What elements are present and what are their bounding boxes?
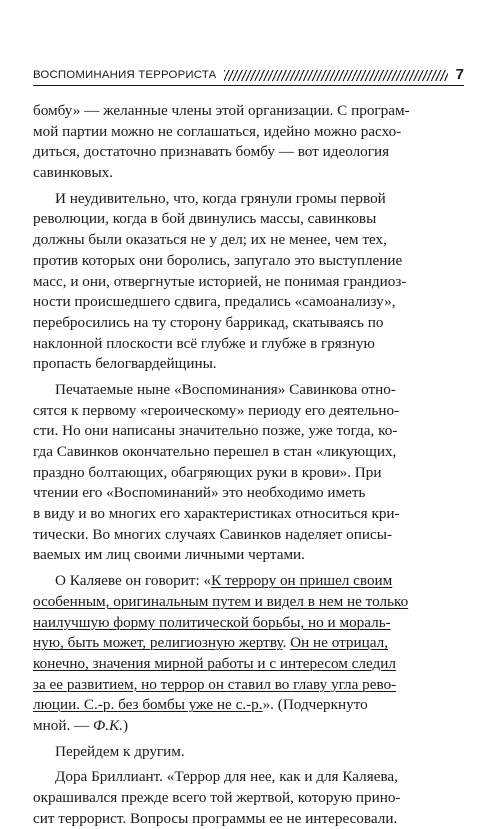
text-line: мой партии можно не соглашаться, идейно можно расхо-	[33, 122, 402, 140]
text-line: сит террорист. Вопросы программы ее не интересовали.	[33, 809, 398, 827]
underlined-quote: Он не отрицал,	[290, 634, 389, 652]
text-line: против которых они боролись, запугало это выступление	[33, 251, 403, 269]
text-line: Перейдем к другим.	[55, 742, 185, 760]
text-line: гда Савинков окончательно перешел в стан «ликующих,	[33, 443, 397, 460]
text-line: диться, достаточно признавать бомбу — вот идеология	[33, 143, 390, 161]
text-line: тически. Во многих случаях Савинков наделяет описы-	[33, 525, 393, 543]
text-line: ности происшедшего сдвига, предались «самоанализу»,	[33, 293, 396, 311]
running-header	[33, 63, 464, 86]
underlined-quote: наилучшую форму политической борьбы, но и мораль-	[33, 613, 391, 631]
text-line: наклонной плоскости всё глубже и глубже в грязную	[33, 334, 375, 352]
text-line	[33, 675, 464, 696]
text-line: савинковых.	[33, 164, 114, 182]
body-text	[33, 101, 464, 829]
text-line: бомбу» — желанные члены этой организации. С програм-	[33, 102, 410, 119]
text-line: должны были оказаться не у дел; их не менее, чем тех,	[33, 231, 387, 249]
underlined-quote: ную, быть может, религиозную жертву	[33, 634, 283, 652]
text-line: праздно болтающих, обагряющих руки в крови». При	[33, 463, 382, 481]
text-line: ваемых им лиц своими личными чертами.	[33, 546, 305, 564]
text-line: Печатаемые ныне «Воспоминания» Савинкова отно-	[55, 380, 396, 398]
decorative-hatch-rule	[224, 70, 447, 81]
text-line: сти. Но они написаны значительно позже, уже тогда, ко-	[33, 422, 398, 440]
underlined-quote: люции. С.-р. без бомбы уже не с.-р.	[33, 696, 263, 714]
text-line: мной. — Ф.К.)	[33, 716, 129, 734]
text-line: в виду и во многих его характеристиках относиться кри-	[33, 505, 400, 523]
text-line	[33, 592, 464, 613]
text-line: масс, и они, отвергнутые историей, не понимая грандиоз-	[33, 272, 407, 290]
text-line	[33, 654, 464, 675]
text-line: революции, когда в бой двинулись массы, савинковы	[33, 210, 377, 228]
text-line: Дора Бриллиант. «Террор для нее, как и для Каляева,	[55, 768, 398, 786]
text-line: О Каляеве он говорит: «К террору он пришел своим	[55, 572, 393, 590]
page-number: 7	[455, 66, 464, 83]
text-line: люции. С.-р. без бомбы уже не с.-р.». (Подчеркнуто	[33, 696, 368, 714]
text-line: окрашивался прежде всего той жертвой, которую прино-	[33, 789, 401, 806]
running-title: ВОСПОМИНАНИЯ ТЕРРОРИСТА	[33, 68, 217, 81]
text-line: сятся к первому «героическому» периоду его деятельно-	[33, 401, 400, 419]
text-line: И неудивительно, что, когда грянули громы первой	[55, 189, 386, 207]
text-line: пропасть белогвардейщины.	[33, 355, 217, 373]
underlined-quote: особенным, оригинальным путем и видел в нем не только	[33, 592, 409, 610]
text-line: перебросились на ту сторону баррикад, скатываясь по	[33, 313, 384, 331]
text-line: ную, быть может, религиозную жертву. Он не отрицал,	[33, 634, 389, 652]
underlined-quote: К террору он пришел своим	[211, 572, 393, 590]
underlined-quote: за ее развитием, но террор он ставил во главу угла рево-	[33, 675, 397, 693]
text-line	[33, 613, 464, 634]
underlined-quote: конечно, значения мирной работы и с интересом следил	[33, 654, 396, 672]
text-line: чтении его «Воспоминаний» это необходимо иметь	[33, 484, 366, 502]
initials-italic: Ф.К.	[93, 716, 123, 734]
